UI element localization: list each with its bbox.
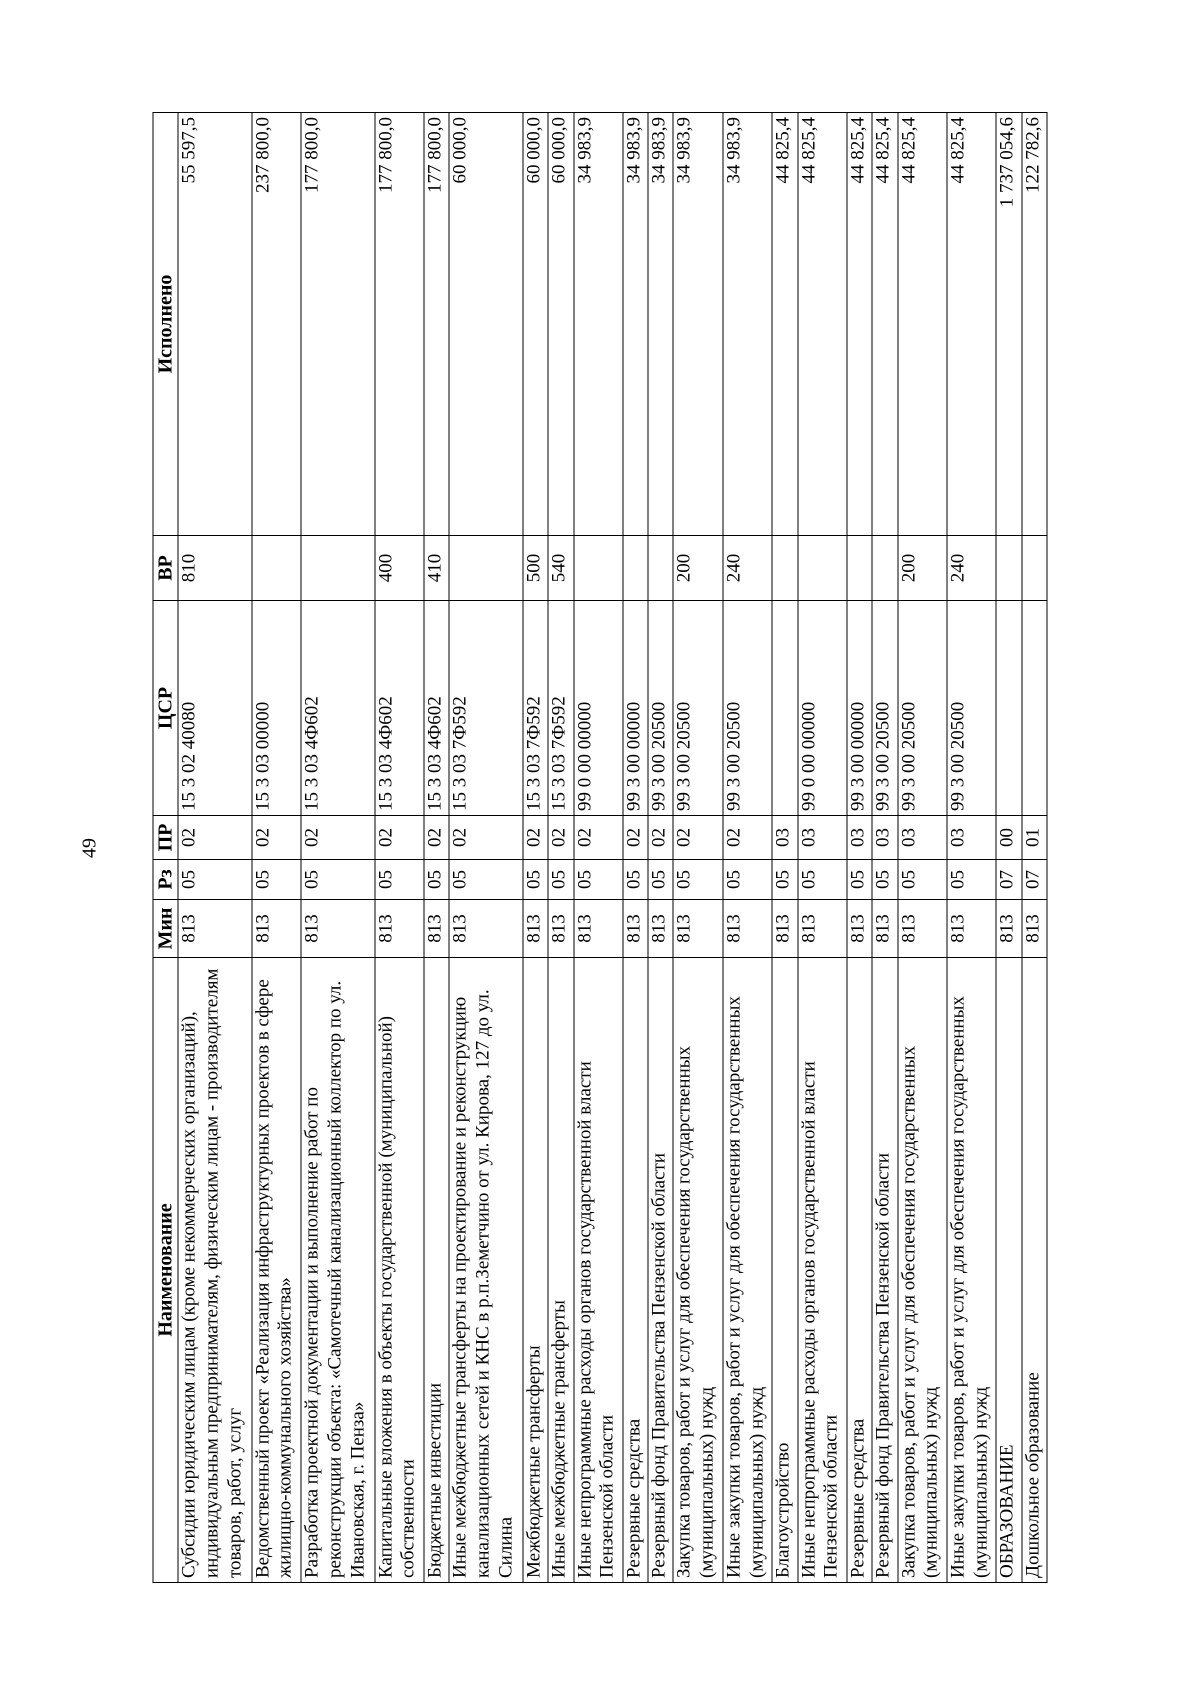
cell-name: ОБРАЗОВАНИЕ [996,958,1021,1583]
cell-vr: 810 [178,536,252,601]
cell-rz: 05 [898,860,947,900]
cell-min: 813 [872,900,897,958]
cell-csr [772,601,797,816]
cell-pr: 02 [375,816,424,860]
cell-pr: 03 [772,816,797,860]
table-header-row [153,113,178,1583]
cell-name: Иные межбюджетные трансферты [548,958,573,1583]
header-vr: ВР [153,536,178,601]
header-rz: Рз [153,860,178,900]
cell-vr [847,536,872,601]
table-row [798,113,847,1583]
cell-pr: 03 [798,816,847,860]
cell-csr: 99 3 00 20500 [648,601,673,816]
cell-vr [449,536,523,601]
header-min: Мин [153,900,178,958]
cell-vr: 240 [947,536,996,601]
cell-rz: 05 [574,860,623,900]
cell-amount: 44 825,4 [872,113,897,536]
cell-amount: 44 825,4 [898,113,947,536]
table-row [772,113,797,1583]
cell-amount: 122 782,6 [1022,113,1047,536]
cell-min: 813 [178,900,252,958]
cell-amount: 60 000,0 [548,113,573,536]
table-row [375,113,424,1583]
header-name: Наименование [153,958,178,1583]
header-csr: ЦСР [153,601,178,816]
cell-csr: 15 3 03 7Ф592 [523,601,548,816]
cell-min: 813 [424,900,449,958]
cell-amount: 34 983,9 [723,113,772,536]
cell-rz: 05 [523,860,548,900]
cell-name: Иные закупки товаров, работ и услуг для обеспечения государственных (муниципальных) нужд [723,958,772,1583]
cell-vr [574,536,623,601]
cell-rz: 05 [548,860,573,900]
cell-csr: 15 3 03 4Ф602 [375,601,424,816]
cell-amount: 34 983,9 [574,113,623,536]
cell-csr: 99 3 00 20500 [872,601,897,816]
table-row [648,113,673,1583]
cell-min: 813 [847,900,872,958]
table-row [424,113,449,1583]
cell-rz: 05 [723,860,772,900]
cell-name: Резервные средства [623,958,648,1583]
cell-pr: 03 [947,816,996,860]
cell-csr: 15 3 03 4Ф602 [424,601,449,816]
cell-name: Закупка товаров, работ и услуг для обеспечения государственных (муниципальных) нужд [898,958,947,1583]
cell-pr: 02 [301,816,375,860]
table-row [673,113,722,1583]
cell-vr: 200 [898,536,947,601]
cell-vr [872,536,897,601]
cell-amount: 1 737 054,6 [996,113,1021,536]
cell-vr: 540 [548,536,573,601]
table-row [723,113,772,1583]
cell-name: Дошкольное образование [1022,958,1047,1583]
cell-min: 813 [723,900,772,958]
table-row [623,113,648,1583]
cell-rz: 05 [648,860,673,900]
table-row [574,113,623,1583]
cell-min: 813 [574,900,623,958]
cell-pr: 02 [548,816,573,860]
cell-name: Резервный фонд Правительства Пензенской области [648,958,673,1583]
cell-rz: 05 [449,860,523,900]
cell-name: Резервный фонд Правительства Пензенской области [872,958,897,1583]
table-row [872,113,897,1583]
cell-csr [996,601,1021,816]
cell-amount: 44 825,4 [772,113,797,536]
cell-name: Межбюджетные трансферты [523,958,548,1583]
cell-csr: 15 3 03 00000 [252,601,301,816]
cell-csr: 15 3 02 40080 [178,601,252,816]
cell-csr: 99 3 00 20500 [723,601,772,816]
cell-min: 813 [898,900,947,958]
cell-rz: 05 [424,860,449,900]
header-pr: ПР [153,816,178,860]
cell-amount: 237 800,0 [252,113,301,536]
cell-min: 813 [772,900,797,958]
table-row [523,113,548,1583]
cell-rz: 05 [673,860,722,900]
table-row [847,113,872,1583]
cell-pr: 02 [673,816,722,860]
cell-name: Субсидии юридическим лицам (кроме некоммерческих организаций), индивидуальным предпринимателям, физическим лицам - производителям товаров, работ, услуг [178,958,252,1583]
table-row [301,113,375,1583]
cell-csr: 99 0 00 00000 [798,601,847,816]
cell-min: 813 [623,900,648,958]
cell-rz: 07 [1022,860,1047,900]
cell-vr [301,536,375,601]
cell-rz: 05 [798,860,847,900]
table-row [178,113,252,1583]
cell-csr: 99 3 00 20500 [898,601,947,816]
budget-table [153,112,1048,1583]
table-row [947,113,996,1583]
cell-amount: 60 000,0 [449,113,523,536]
cell-name: Резервные средства [847,958,872,1583]
cell-name: Закупка товаров, работ и услуг для обеспечения государственных (муниципальных) нужд [673,958,722,1583]
cell-rz: 05 [623,860,648,900]
cell-vr [252,536,301,601]
cell-csr: 99 3 00 00000 [847,601,872,816]
cell-vr: 410 [424,536,449,601]
cell-vr [1022,536,1047,601]
cell-vr [648,536,673,601]
cell-pr: 03 [898,816,947,860]
cell-min: 813 [673,900,722,958]
table-container [153,113,1048,1583]
cell-rz: 05 [178,860,252,900]
cell-rz: 05 [301,860,375,900]
cell-rz: 05 [847,860,872,900]
cell-rz: 05 [872,860,897,900]
cell-amount: 177 800,0 [375,113,424,536]
table-row [548,113,573,1583]
cell-amount: 44 825,4 [798,113,847,536]
cell-amount: 55 597,5 [178,113,252,536]
table-row [252,113,301,1583]
cell-min: 813 [798,900,847,958]
table-row [898,113,947,1583]
cell-pr: 00 [996,816,1021,860]
cell-csr: 99 3 00 20500 [947,601,996,816]
cell-min: 813 [996,900,1021,958]
cell-csr: 99 3 00 20500 [673,601,722,816]
cell-min: 813 [449,900,523,958]
cell-min: 813 [548,900,573,958]
cell-min: 813 [1022,900,1047,958]
cell-name: Благоустройство [772,958,797,1583]
cell-rz: 07 [996,860,1021,900]
cell-amount: 34 983,9 [623,113,648,536]
cell-name: Капитальные вложения в объекты государственной (муниципальной) собственности [375,958,424,1583]
cell-csr: 99 0 00 00000 [574,601,623,816]
cell-vr [798,536,847,601]
cell-name: Ведомственный проект «Реализация инфраструктурных проектов в сфере жилищно-коммунального хозяйства» [252,958,301,1583]
cell-vr: 500 [523,536,548,601]
cell-pr: 02 [574,816,623,860]
cell-rz: 05 [772,860,797,900]
cell-vr: 200 [673,536,722,601]
cell-csr: 15 3 03 7Ф592 [548,601,573,816]
table-row [996,113,1021,1583]
cell-amount: 177 800,0 [301,113,375,536]
cell-csr [1022,601,1047,816]
cell-csr: 15 3 03 7Ф592 [449,601,523,816]
cell-pr: 02 [523,816,548,860]
cell-name: Иные непрограммные расходы органов государственной власти Пензенской области [798,958,847,1583]
cell-amount: 60 000,0 [523,113,548,536]
cell-min: 813 [523,900,548,958]
cell-pr: 02 [449,816,523,860]
cell-vr: 400 [375,536,424,601]
cell-amount: 34 983,9 [673,113,722,536]
cell-rz: 05 [947,860,996,900]
cell-name: Иные межбюджетные трансферты на проектирование и реконструкцию канализационных сетей и КНС в р.п.Земетчино от ул. Кирова, 127 до ул. Силина [449,958,523,1583]
cell-min: 813 [648,900,673,958]
cell-csr: 15 3 03 4Ф602 [301,601,375,816]
cell-pr: 02 [424,816,449,860]
cell-amount: 44 825,4 [847,113,872,536]
cell-pr: 03 [872,816,897,860]
cell-pr: 02 [623,816,648,860]
cell-amount: 44 825,4 [947,113,996,536]
cell-vr [996,536,1021,601]
cell-vr [623,536,648,601]
cell-pr: 01 [1022,816,1047,860]
cell-pr: 03 [847,816,872,860]
cell-vr: 240 [723,536,772,601]
cell-pr: 02 [178,816,252,860]
header-amount: Исполнено [153,113,178,536]
table-row [1022,113,1047,1583]
cell-amount: 177 800,0 [424,113,449,536]
cell-min: 813 [252,900,301,958]
page-number: 49 [78,838,101,858]
cell-pr: 02 [723,816,772,860]
cell-min: 813 [301,900,375,958]
cell-name: Иные закупки товаров, работ и услуг для обеспечения государственных (муниципальных) нужд [947,958,996,1583]
table-row [449,113,523,1583]
cell-rz: 05 [375,860,424,900]
cell-csr: 99 3 00 00000 [623,601,648,816]
cell-pr: 02 [252,816,301,860]
cell-name: Иные непрограммные расходы органов государственной власти Пензенской области [574,958,623,1583]
cell-pr: 02 [648,816,673,860]
cell-min: 813 [947,900,996,958]
cell-min: 813 [375,900,424,958]
cell-name: Бюджетные инвестиции [424,958,449,1583]
cell-rz: 05 [252,860,301,900]
cell-vr [772,536,797,601]
cell-name: Разработка проектной документации и выполнение работ по реконструкции объекта: «Самотечный канализационный коллектор по ул. Ивановская, г. Пенза» [301,958,375,1583]
cell-amount: 34 983,9 [648,113,673,536]
